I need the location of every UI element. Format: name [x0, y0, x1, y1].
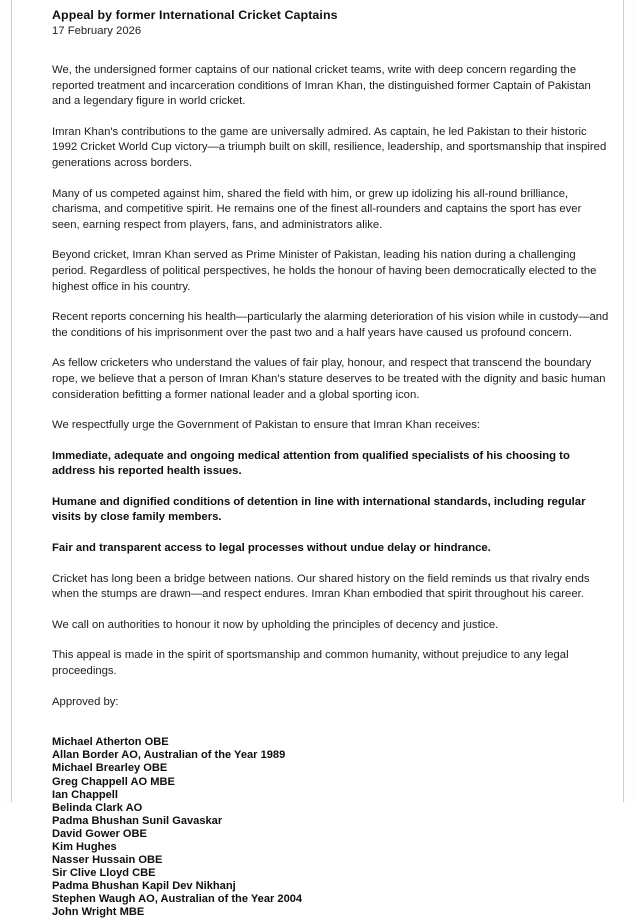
signatory-item: Nasser Hussain OBE [52, 854, 163, 867]
paragraph-gap [52, 603, 610, 618]
title-spacer [52, 39, 610, 63]
signatory-item: Padma Bhushan Sunil Gavaskar [52, 814, 223, 827]
demand-3: Fair and transparent access to legal processes without undue delay or hindrance. [52, 542, 491, 555]
signatory-item: John Wright MBE [52, 906, 145, 919]
paragraph-gap [52, 341, 610, 356]
signatory-list [52, 736, 610, 919]
request-intro: We respectfully urge the Government of Pakistan to ensure that Imran Khan receives: [52, 419, 481, 432]
paragraph-5: Recent reports concerning his health—particularly the alarming deterioration of his vision while in custody—and the conditions of his imprisonment over the past two and a half years have caused us profound concern. [52, 311, 609, 339]
closing-paragraph-2: We call on authorities to honour it now by upholding the principles of decency and justice. [52, 618, 499, 631]
signatory-item: Kim Hughes [52, 840, 117, 853]
paragraph-4: Beyond cricket, Imran Khan served as Prime Minister of Pakistan, leading his nation during a challenging period. Regardless of political perspectives, he holds the honour of having been democratically elected to the highest office in his country. [52, 249, 597, 293]
signatory-item: Allan Border AO, Australian of the Year 1989 [52, 749, 286, 762]
signatory-item: Stephen Waugh AO, Australian of the Year 2004 [52, 893, 303, 906]
signatory-item: Michael Brearley OBE [52, 762, 168, 775]
paragraph-gap [52, 110, 610, 125]
paragraph-gap [52, 403, 610, 418]
closing-paragraph-3: This appeal is made in the spirit of sportsmanship and common humanity, without prejudice to any legal proceedings. [52, 649, 569, 678]
signatory-item: David Gower OBE [52, 827, 147, 840]
signatory-item: Greg Chappell AO MBE [52, 775, 175, 788]
paragraph-2: Imran Khan's contributions to the game are universally admired. As captain, he led Pakistan to their historic 1992 Cricket World Cup victory—a triumph built on skill, resilience, leadership, and sportsmanship that inspired generations across borders. [52, 125, 607, 169]
document-date: 17 February 2026 [52, 25, 142, 37]
paragraph-6: As fellow cricketers who understand the values of fair play, honour, and respect that transcend the boundary rope, we believe that a person of Imran Khan's stature deserves to be treated with the dignity and basic human consideration befitting a former national leader and a global sporting icon. [52, 357, 606, 401]
paragraph-1: We, the undersigned former captains of our national cricket teams, write with deep concern regarding the reported treatment and incarceration conditions of Imran Khan, the distinguished former Captain of Pakistan and a legendary figure in world cricket. [52, 64, 591, 108]
page-right-rule [623, 0, 624, 802]
signatory-item: Ian Chappell [52, 788, 118, 801]
paragraph-gap [52, 680, 610, 695]
document-body [52, 8, 610, 920]
signatory-item: Padma Bhushan Kapil Dev Nikhanj [52, 880, 236, 893]
paragraph-gap [52, 480, 610, 495]
paragraph-gap [52, 633, 610, 648]
signatory-item: Michael Atherton OBE [52, 736, 169, 749]
signatory-gap [52, 710, 610, 736]
paragraph-gap [52, 434, 610, 449]
demand-1: Immediate, adequate and ongoing medical attention from qualified specialists of his choosing to address his reported health issues. [52, 449, 570, 478]
closing-paragraph-1: Cricket has long been a bridge between nations. Our shared history on the field reminds us that rivalry ends when the stumps are drawn—and respect endures. Imran Khan embodied that spirit throughout his career. [52, 572, 590, 601]
signatory-item: Sir Clive Lloyd CBE [52, 867, 156, 880]
paragraph-gap [52, 557, 610, 572]
signatory-item: Belinda Clark AO [52, 801, 143, 814]
paragraph-3: Many of us competed against him, shared the field with him, or grew up idolizing his all-round brilliance, charisma, and competitive spirit. He remains one of the finest all-rounders and captains the sport has ever seen, earning respect from players, fans, and administrators alike. [52, 187, 582, 231]
approved-by-label: Approved by: [52, 695, 119, 708]
page-title: Appeal by former International Cricket Captains [52, 8, 338, 22]
paragraph-gap [52, 233, 610, 248]
demand-2: Humane and dignified conditions of detention in line with international standards, including regular visits by close family members. [52, 495, 586, 524]
document-page [12, 0, 623, 919]
paragraph-gap [52, 295, 610, 310]
paragraph-gap [52, 172, 610, 187]
paragraph-gap [52, 526, 610, 541]
